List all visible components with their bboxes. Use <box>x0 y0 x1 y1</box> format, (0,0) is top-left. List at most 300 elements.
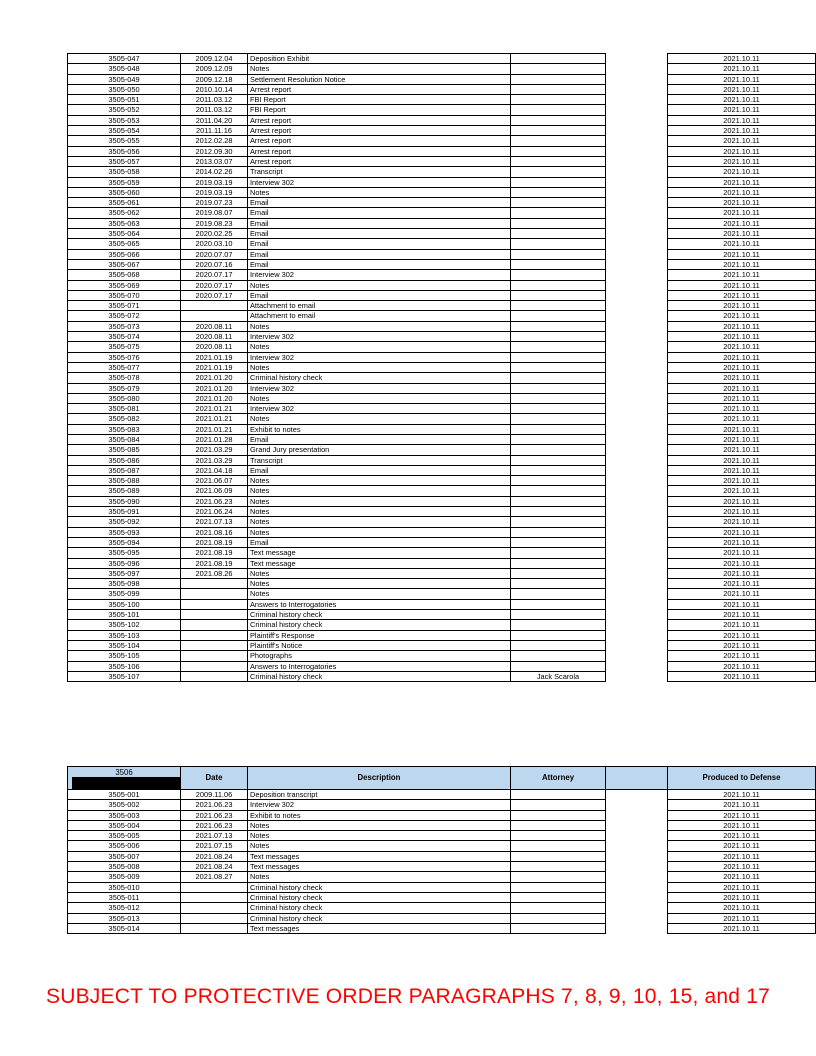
doc-description: Text messages <box>248 923 511 933</box>
doc-description: Criminal history check <box>248 610 511 620</box>
doc-description: Criminal history check <box>248 913 511 923</box>
table-row <box>68 270 816 280</box>
doc-attorney <box>511 800 606 810</box>
gap-cell <box>606 599 668 609</box>
doc-description: Transcript <box>248 455 511 465</box>
doc-date: 2021.01.21 <box>181 424 248 434</box>
doc-date: 2019.03.19 <box>181 177 248 187</box>
doc-date: 2021.08.24 <box>181 851 248 861</box>
gap-cell <box>606 373 668 383</box>
doc-id: 3505-089 <box>68 486 181 496</box>
doc-attorney: Jack Scarola <box>511 671 606 681</box>
doc-attorney <box>511 851 606 861</box>
gap-cell <box>606 342 668 352</box>
doc-produced-date: 2021.10.11 <box>668 342 816 352</box>
table-row <box>68 301 816 311</box>
doc-date <box>181 671 248 681</box>
doc-date <box>181 599 248 609</box>
doc-produced-date: 2021.10.11 <box>668 630 816 640</box>
doc-description: Arrest report <box>248 115 511 125</box>
doc-date: 2020.08.11 <box>181 332 248 342</box>
doc-id: 3505-075 <box>68 342 181 352</box>
doc-description: Interview 302 <box>248 383 511 393</box>
table-row <box>68 913 816 923</box>
doc-description: Email <box>248 239 511 249</box>
doc-attorney <box>511 404 606 414</box>
doc-attorney <box>511 630 606 640</box>
doc-date: 2021.08.26 <box>181 568 248 578</box>
gap-cell <box>606 414 668 424</box>
doc-attorney <box>511 198 606 208</box>
doc-id: 3505-093 <box>68 527 181 537</box>
gap-cell <box>606 187 668 197</box>
gap-cell <box>606 640 668 650</box>
doc-produced-date: 2021.10.11 <box>668 270 816 280</box>
doc-produced-date: 2021.10.11 <box>668 537 816 547</box>
doc-attorney <box>511 393 606 403</box>
doc-produced-date: 2021.10.11 <box>668 851 816 861</box>
doc-id: 3505-100 <box>68 599 181 609</box>
table-row <box>68 342 816 352</box>
doc-date: 2012.02.28 <box>181 136 248 146</box>
doc-description: Criminal history check <box>248 671 511 681</box>
gap-cell <box>606 610 668 620</box>
gap-cell <box>606 115 668 125</box>
doc-id: 3505-013 <box>68 913 181 923</box>
doc-description: Arrest report <box>248 84 511 94</box>
gap-cell <box>606 903 668 913</box>
doc-id: 3505-062 <box>68 208 181 218</box>
doc-produced-date: 2021.10.11 <box>668 589 816 599</box>
doc-description: Arrest report <box>248 136 511 146</box>
doc-description: Notes <box>248 187 511 197</box>
doc-produced-date: 2021.10.11 <box>668 362 816 372</box>
doc-date: 2021.01.19 <box>181 352 248 362</box>
doc-attorney <box>511 424 606 434</box>
doc-description: Text message <box>248 548 511 558</box>
doc-date: 2010.10.14 <box>181 84 248 94</box>
header-gap <box>606 767 668 790</box>
table-row <box>68 620 816 630</box>
doc-produced-date: 2021.10.11 <box>668 54 816 64</box>
table-row <box>68 568 816 578</box>
table-row <box>68 599 816 609</box>
gap-cell <box>606 862 668 872</box>
doc-date: 2011.03.12 <box>181 95 248 105</box>
exhibit-table-3506 <box>67 766 816 934</box>
doc-date: 2020.02.25 <box>181 229 248 239</box>
doc-id: 3505-049 <box>68 74 181 84</box>
doc-id: 3505-095 <box>68 548 181 558</box>
gap-cell <box>606 892 668 902</box>
doc-description: Text messages <box>248 851 511 861</box>
doc-produced-date: 2021.10.11 <box>668 548 816 558</box>
doc-produced-date: 2021.10.11 <box>668 156 816 166</box>
doc-id: 3505-063 <box>68 218 181 228</box>
table-row <box>68 558 816 568</box>
gap-cell <box>606 290 668 300</box>
doc-date: 2019.08.07 <box>181 208 248 218</box>
table-row <box>68 239 816 249</box>
doc-id: 3505-048 <box>68 64 181 74</box>
table-row <box>68 630 816 640</box>
doc-produced-date: 2021.10.11 <box>668 74 816 84</box>
doc-description: Email <box>248 465 511 475</box>
doc-description: Email <box>248 208 511 218</box>
doc-produced-date: 2021.10.11 <box>668 259 816 269</box>
doc-id: 3505-050 <box>68 84 181 94</box>
doc-date <box>181 661 248 671</box>
doc-attorney <box>511 373 606 383</box>
doc-produced-date: 2021.10.11 <box>668 105 816 115</box>
doc-date: 2019.08.23 <box>181 218 248 228</box>
doc-attorney <box>511 476 606 486</box>
table-row <box>68 208 816 218</box>
doc-date <box>181 311 248 321</box>
doc-date <box>181 579 248 589</box>
doc-produced-date: 2021.10.11 <box>668 198 816 208</box>
doc-produced-date: 2021.10.11 <box>668 424 816 434</box>
doc-date <box>181 651 248 661</box>
table-row <box>68 892 816 902</box>
gap-cell <box>606 486 668 496</box>
doc-id: 3505-074 <box>68 332 181 342</box>
doc-date: 2021.06.23 <box>181 810 248 820</box>
doc-date: 2011.11.16 <box>181 126 248 136</box>
doc-description: Arrest report <box>248 146 511 156</box>
doc-id: 3505-078 <box>68 373 181 383</box>
table-row <box>68 671 816 681</box>
gap-cell <box>606 383 668 393</box>
table-row <box>68 311 816 321</box>
doc-id: 3505-057 <box>68 156 181 166</box>
doc-produced-date: 2021.10.11 <box>668 507 816 517</box>
gap-cell <box>606 527 668 537</box>
gap-cell <box>606 496 668 506</box>
doc-id: 3505-086 <box>68 455 181 465</box>
doc-attorney <box>511 229 606 239</box>
table-row <box>68 579 816 589</box>
doc-id: 3505-051 <box>68 95 181 105</box>
doc-id: 3505-055 <box>68 136 181 146</box>
doc-attorney <box>511 290 606 300</box>
table-row <box>68 383 816 393</box>
header-id: 3506 <box>115 768 133 777</box>
doc-description: Interview 302 <box>248 800 511 810</box>
protective-order-notice: SUBJECT TO PROTECTIVE ORDER PARAGRAPHS 7, 8, 9, 10, 15, and 17 <box>46 985 770 1008</box>
doc-date: 2021.03.29 <box>181 455 248 465</box>
doc-produced-date: 2021.10.11 <box>668 455 816 465</box>
doc-description: Notes <box>248 342 511 352</box>
doc-date: 2021.06.09 <box>181 486 248 496</box>
table-header-row <box>68 767 816 790</box>
doc-attorney <box>511 311 606 321</box>
doc-attorney <box>511 790 606 800</box>
doc-produced-date: 2021.10.11 <box>668 84 816 94</box>
doc-date: 2013.03.07 <box>181 156 248 166</box>
doc-id: 3505-066 <box>68 249 181 259</box>
doc-produced-date: 2021.10.11 <box>668 177 816 187</box>
gap-cell <box>606 280 668 290</box>
doc-description: Attachment to email <box>248 301 511 311</box>
doc-description: Email <box>248 290 511 300</box>
table-row <box>68 95 816 105</box>
doc-attorney <box>511 651 606 661</box>
doc-date <box>181 640 248 650</box>
doc-description: Notes <box>248 64 511 74</box>
doc-id: 3505-058 <box>68 167 181 177</box>
table-row <box>68 198 816 208</box>
doc-id: 3505-094 <box>68 537 181 547</box>
doc-date: 2020.08.11 <box>181 342 248 352</box>
doc-attorney <box>511 913 606 923</box>
header-date: Date <box>181 767 248 790</box>
doc-attorney <box>511 95 606 105</box>
gap-cell <box>606 146 668 156</box>
doc-description: Notes <box>248 321 511 331</box>
gap-cell <box>606 362 668 372</box>
doc-description: Email <box>248 198 511 208</box>
doc-description: Attachment to email <box>248 311 511 321</box>
doc-description: Notes <box>248 589 511 599</box>
table-row <box>68 841 816 851</box>
doc-description: Criminal history check <box>248 903 511 913</box>
table-row <box>68 280 816 290</box>
exhibit-table-3505 <box>67 53 816 682</box>
doc-date: 2009.12.18 <box>181 74 248 84</box>
doc-produced-date: 2021.10.11 <box>668 218 816 228</box>
gap-cell <box>606 198 668 208</box>
doc-date: 2009.12.09 <box>181 64 248 74</box>
doc-id: 3505-071 <box>68 301 181 311</box>
doc-id: 3505-105 <box>68 651 181 661</box>
doc-produced-date: 2021.10.11 <box>668 862 816 872</box>
doc-description: Email <box>248 229 511 239</box>
doc-date: 2021.01.21 <box>181 404 248 414</box>
doc-date: 2021.01.20 <box>181 383 248 393</box>
doc-attorney <box>511 342 606 352</box>
doc-attorney <box>511 923 606 933</box>
doc-produced-date: 2021.10.11 <box>668 651 816 661</box>
doc-produced-date: 2021.10.11 <box>668 486 816 496</box>
doc-attorney <box>511 568 606 578</box>
doc-produced-date: 2021.10.11 <box>668 527 816 537</box>
doc-description: Email <box>248 249 511 259</box>
doc-date <box>181 620 248 630</box>
table-row <box>68 517 816 527</box>
table-row <box>68 321 816 331</box>
doc-id: 3505-082 <box>68 414 181 424</box>
doc-id: 3505-097 <box>68 568 181 578</box>
doc-attorney <box>511 810 606 820</box>
doc-date <box>181 610 248 620</box>
doc-date <box>181 913 248 923</box>
gap-cell <box>606 311 668 321</box>
table-row <box>68 800 816 810</box>
doc-description: Exhibit to notes <box>248 424 511 434</box>
doc-date: 2021.06.23 <box>181 496 248 506</box>
doc-id: 3505-084 <box>68 434 181 444</box>
doc-produced-date: 2021.10.11 <box>668 136 816 146</box>
gap-cell <box>606 913 668 923</box>
doc-attorney <box>511 610 606 620</box>
doc-produced-date: 2021.10.11 <box>668 445 816 455</box>
doc-attorney <box>511 831 606 841</box>
doc-id: 3505-099 <box>68 589 181 599</box>
doc-attorney <box>511 187 606 197</box>
doc-date <box>181 630 248 640</box>
gap-cell <box>606 476 668 486</box>
doc-attorney <box>511 579 606 589</box>
gap-cell <box>606 568 668 578</box>
doc-description: Notes <box>248 831 511 841</box>
doc-description: Exhibit to notes <box>248 810 511 820</box>
doc-description: Criminal history check <box>248 892 511 902</box>
doc-description: Photographs <box>248 651 511 661</box>
doc-date: 2021.06.23 <box>181 820 248 830</box>
doc-produced-date: 2021.10.11 <box>668 820 816 830</box>
table-row <box>68 414 816 424</box>
gap-cell <box>606 455 668 465</box>
table-row <box>68 882 816 892</box>
doc-produced-date: 2021.10.11 <box>668 115 816 125</box>
doc-id: 3505-009 <box>68 872 181 882</box>
doc-produced-date: 2021.10.11 <box>668 903 816 913</box>
table-row <box>68 187 816 197</box>
gap-cell <box>606 424 668 434</box>
doc-description: Deposition transcript <box>248 790 511 800</box>
doc-attorney <box>511 177 606 187</box>
doc-date: 2021.07.13 <box>181 517 248 527</box>
table-row <box>68 362 816 372</box>
doc-description: Criminal history check <box>248 620 511 630</box>
gap-cell <box>606 465 668 475</box>
doc-id: 3505-012 <box>68 903 181 913</box>
doc-description: Notes <box>248 507 511 517</box>
doc-produced-date: 2021.10.11 <box>668 126 816 136</box>
gap-cell <box>606 74 668 84</box>
doc-date: 2021.01.20 <box>181 373 248 383</box>
doc-id: 3505-068 <box>68 270 181 280</box>
table-row <box>68 249 816 259</box>
doc-attorney <box>511 362 606 372</box>
doc-produced-date: 2021.10.11 <box>668 208 816 218</box>
gap-cell <box>606 64 668 74</box>
gap-cell <box>606 301 668 311</box>
doc-date: 2021.07.15 <box>181 841 248 851</box>
doc-id: 3505-070 <box>68 290 181 300</box>
doc-attorney <box>511 332 606 342</box>
doc-id: 3505-088 <box>68 476 181 486</box>
doc-id: 3505-010 <box>68 882 181 892</box>
doc-produced-date: 2021.10.11 <box>668 146 816 156</box>
doc-description: Notes <box>248 579 511 589</box>
gap-cell <box>606 507 668 517</box>
table-row <box>68 507 816 517</box>
doc-date: 2021.08.24 <box>181 862 248 872</box>
doc-date: 2020.03.10 <box>181 239 248 249</box>
gap-cell <box>606 156 668 166</box>
doc-date <box>181 589 248 599</box>
doc-date: 2019.03.19 <box>181 187 248 197</box>
doc-produced-date: 2021.10.11 <box>668 434 816 444</box>
doc-date <box>181 892 248 902</box>
doc-id: 3505-005 <box>68 831 181 841</box>
doc-produced-date: 2021.10.11 <box>668 187 816 197</box>
table-row <box>68 810 816 820</box>
table-row <box>68 126 816 136</box>
doc-attorney <box>511 54 606 64</box>
doc-id: 3505-083 <box>68 424 181 434</box>
doc-produced-date: 2021.10.11 <box>668 301 816 311</box>
doc-description: Grand Jury presentation <box>248 445 511 455</box>
doc-description: Criminal history check <box>248 882 511 892</box>
doc-attorney <box>511 64 606 74</box>
doc-produced-date: 2021.10.11 <box>668 404 816 414</box>
gap-cell <box>606 851 668 861</box>
doc-date <box>181 903 248 913</box>
doc-id: 3505-107 <box>68 671 181 681</box>
doc-attorney <box>511 455 606 465</box>
doc-produced-date: 2021.10.11 <box>668 579 816 589</box>
doc-attorney <box>511 136 606 146</box>
doc-id: 3505-072 <box>68 311 181 321</box>
doc-id: 3505-047 <box>68 54 181 64</box>
doc-produced-date: 2021.10.11 <box>668 568 816 578</box>
doc-description: Interview 302 <box>248 332 511 342</box>
gap-cell <box>606 404 668 414</box>
doc-produced-date: 2021.10.11 <box>668 831 816 841</box>
doc-id: 3505-091 <box>68 507 181 517</box>
doc-id: 3505-060 <box>68 187 181 197</box>
table-row <box>68 229 816 239</box>
table-row <box>68 476 816 486</box>
gap-cell <box>606 620 668 630</box>
gap-cell <box>606 126 668 136</box>
gap-cell <box>606 651 668 661</box>
header-description: Description <box>248 767 511 790</box>
doc-attorney <box>511 820 606 830</box>
gap-cell <box>606 177 668 187</box>
gap-cell <box>606 548 668 558</box>
table-row <box>68 64 816 74</box>
gap-cell <box>606 820 668 830</box>
table-row <box>68 54 816 64</box>
doc-id: 3505-090 <box>68 496 181 506</box>
doc-description: Interview 302 <box>248 404 511 414</box>
doc-produced-date: 2021.10.11 <box>668 800 816 810</box>
gap-cell <box>606 393 668 403</box>
gap-cell <box>606 589 668 599</box>
gap-cell <box>606 445 668 455</box>
table-row <box>68 177 816 187</box>
doc-id: 3505-064 <box>68 229 181 239</box>
table-row <box>68 589 816 599</box>
table-row <box>68 373 816 383</box>
doc-id: 3505-073 <box>68 321 181 331</box>
table-row <box>68 548 816 558</box>
doc-id: 3505-077 <box>68 362 181 372</box>
doc-description: Answers to Interrogatories <box>248 661 511 671</box>
doc-id: 3505-102 <box>68 620 181 630</box>
table-row <box>68 424 816 434</box>
table-row <box>68 136 816 146</box>
doc-date <box>181 882 248 892</box>
table-row <box>68 661 816 671</box>
doc-attorney <box>511 548 606 558</box>
doc-attorney <box>511 321 606 331</box>
doc-description: FBI Report <box>248 105 511 115</box>
